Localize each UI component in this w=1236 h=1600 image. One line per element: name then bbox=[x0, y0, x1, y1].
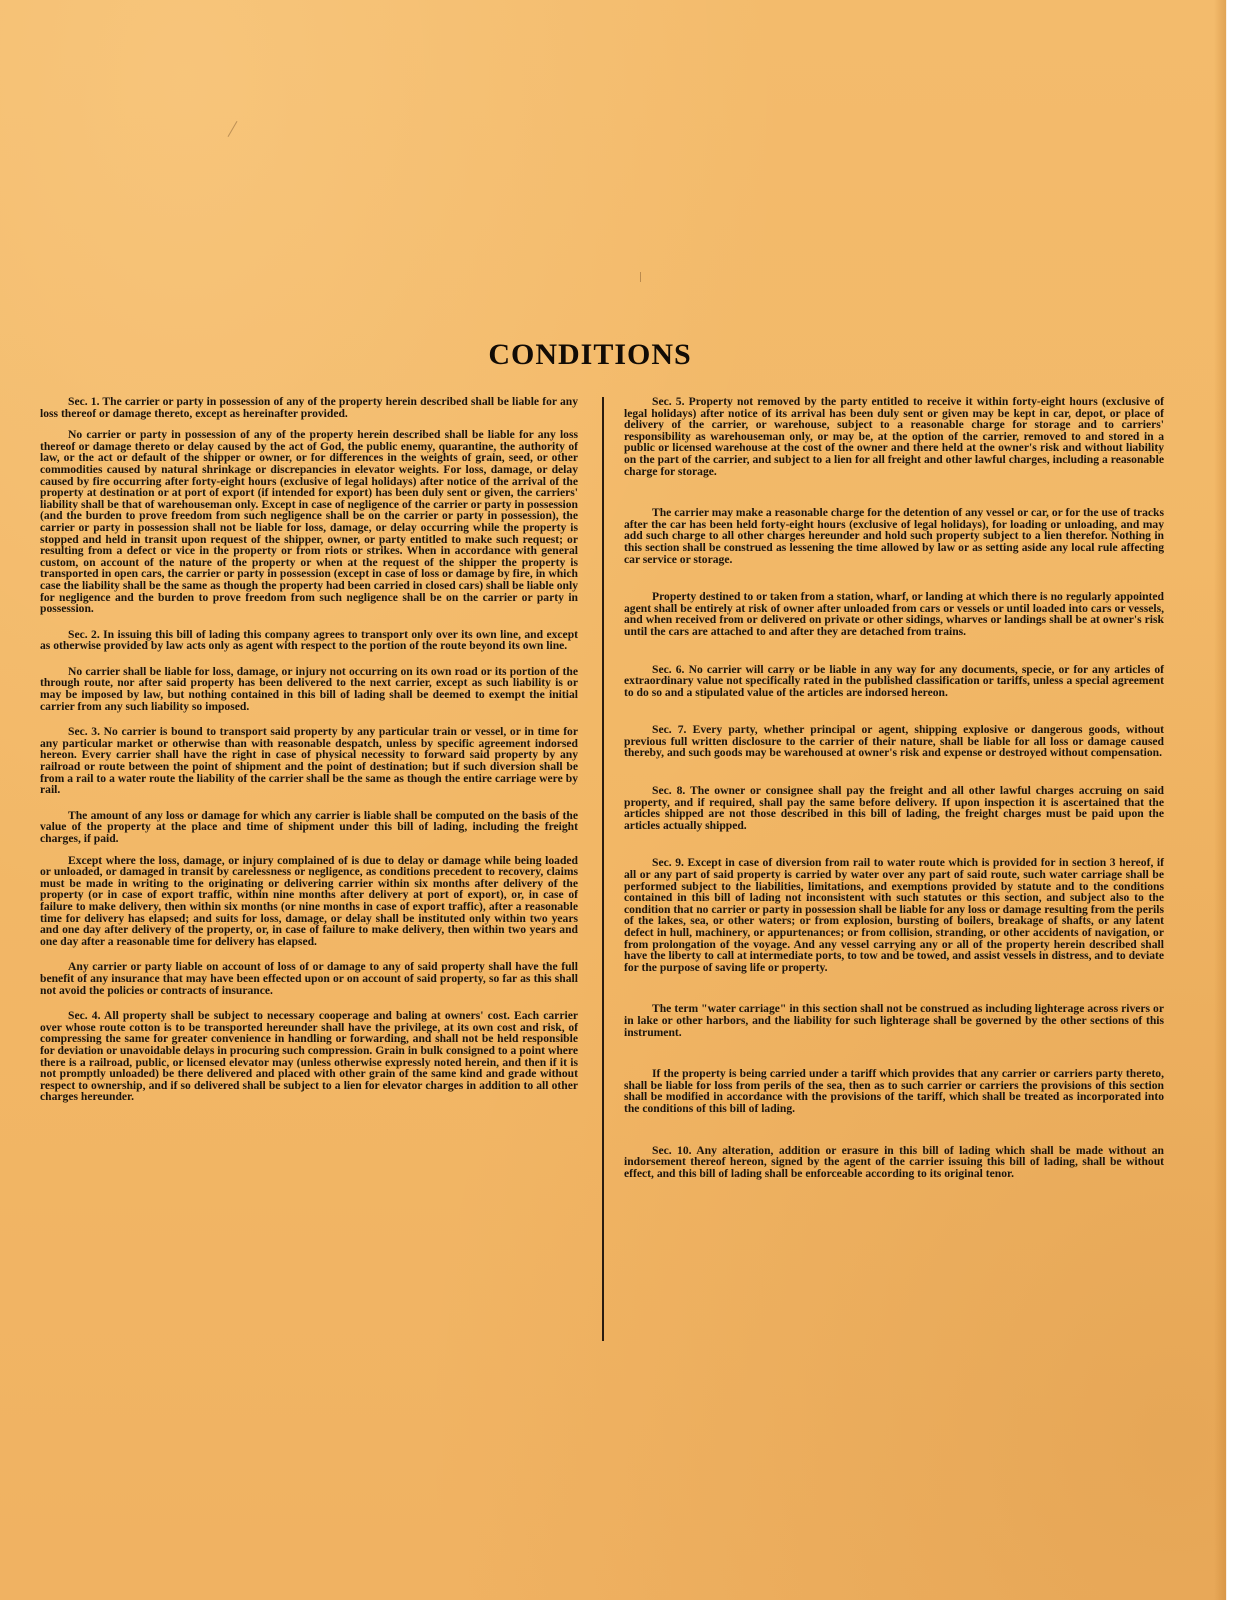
paragraph bbox=[624, 507, 1164, 565]
section-text: Any carrier or party liable on account of loss of or damage to any of said property shall have the full benefit of any insurance that may have been effected upon or on account of said property, so far as this shall not avoid the policies or contracts of insurance. bbox=[40, 960, 578, 997]
section-label: Sec. 1. bbox=[68, 395, 100, 408]
paper-crease bbox=[640, 272, 641, 282]
left-column bbox=[40, 396, 578, 1103]
section-text: Except in case of diversion from rail to water route which is provided for in section 3 hereof, if all or any part of said property is carried by water over any part of said route, such water carriage shall be performed subject to the liabilities, limitations, and exemptions provided by statute and to the conditions contained in this bill of lading not inconsistent with such statutes or this section, and subject also to the condition that no carrier or party in possession shall be liable for any loss or damage resulting from the perils of the lakes, sea, or other waters; or from explosion, bursting of boilers, breakage of shafts, or any latent defect in hull, machinery, or appurtenances; or from collision, stranding, or other accidents of navigation, or from prolongation of the voyage. And any vessel carrying any or all of the property herein described shall have the liberty to call at intermediate ports, to tow and be towed, and assist vessels in distress, and to deviate for the purpose of saving life or property. bbox=[624, 856, 1164, 974]
section-label: Sec. 4. bbox=[68, 1009, 101, 1023]
section-text: The carrier or party in possession of any of the property herein described shall be liable for any loss thereof or damage thereto, except as hereinafter provided. bbox=[40, 395, 578, 420]
paragraph bbox=[40, 961, 578, 996]
paragraph bbox=[40, 855, 578, 948]
document-title: CONDITIONS bbox=[488, 338, 692, 371]
right-column bbox=[624, 396, 1164, 1179]
section-5 bbox=[624, 396, 1164, 477]
section-text: The term "water carriage" in this section shall not be construed as including lighterage across rivers or in lake or other harbors, and the liability for such lighterage shall be governed by the other sections of this instrument. bbox=[624, 1002, 1164, 1039]
section-6 bbox=[624, 664, 1164, 699]
section-text: If the property is being carried under a tariff which provides that any carrier or carriers party thereto, shall be liable for loss from perils of the sea, then as to such carrier or carriers the provisions of this section shall be modified in accordance with the provisions of the tariff, which shall be treated as incorporated into the conditions of this bill of lading. bbox=[624, 1067, 1164, 1115]
section-10 bbox=[624, 1145, 1164, 1180]
section-8 bbox=[624, 785, 1164, 831]
section-9 bbox=[624, 857, 1164, 973]
section-text: No carrier shall be liable for loss, damage, or injury not occurring on its own road or its portion of the through route, nor after said property has been delivered to the next carrier, except as such liability is or may be imposed by law, but nothing contained in this bill of lading shall be deemed to exempt the initial carrier from any such liability so imposed. bbox=[40, 664, 578, 713]
section-label: Sec. 7. bbox=[652, 723, 687, 737]
section-text: In issuing this bill of lading this company agrees to transport only over its own line, and except as otherwise provided by law acts only as agent with respect to the portion of the route beyond its own line. bbox=[40, 627, 579, 653]
section-text: Every party, whether principal or agent, shipping explosive or dangerous goods, without previous full written disclosure to the carrier of their nature, shall be liable for all loss or damage caused thereby, and such goods may be warehoused at owner's risk and expense or destroyed without compensation. bbox=[624, 723, 1165, 760]
section-label: Sec. 2. bbox=[68, 627, 100, 641]
section-text: Any alteration, addition or erasure in this bill of lading which shall be made without an indorsement thereof hereon, signed by the agent of the carrier issuing this bill of lading, shall be without effect, and this bill of lading shall be enforceable according to its original tenor. bbox=[624, 1143, 1165, 1180]
section-7 bbox=[624, 724, 1164, 759]
section-text: The carrier may make a reasonable charge for the detention of any vessel or car, or for the use of tracks after the car has been held forty-eight hours (exclusive of legal holidays), for loading or unloading, and may add such charge to all other charges hereunder and hold such property subject to a lien therefor. Nothing in this section shall be construed as lessening the time allowed by law or as setting aside any local rule affecting car service or storage. bbox=[624, 506, 1164, 566]
section-text: All property shall be subject to necessary cooperage and baling at owners' cost. Each carrier over whose route cotton is to be transported hereunder shall have the privilege, at its own cost and risk, of compressing the same for greater convenience in handling or forwarding, and shall not be held responsible for deviation or unavoidable delays in procuring such compression. Grain in bulk consigned to a point where there is a railroad, public, or licensed elevator may (unless otherwise expressly noted herein, and then if it is not promptly unloaded) be there delivered and placed with other grain of the same kind and grade without respect to ownership, and if so delivered shall be subject to a lien for elevator charges in addition to all other charges hereunder. bbox=[40, 1009, 578, 1104]
paragraph bbox=[624, 1003, 1164, 1038]
section-label: Sec. 10. bbox=[652, 1143, 692, 1157]
section-text: The owner or consignee shall pay the freight and all other lawful charges accruing on said property, and if required, shall pay the same before delivery. If upon inspection it is ascertained that the articles shipped are not those described in this bill of lading, the freight charges must be paid upon the articles actually shipped. bbox=[624, 784, 1164, 832]
paragraph bbox=[624, 591, 1164, 637]
paragraph bbox=[40, 429, 578, 615]
section-label: Sec. 5. bbox=[652, 395, 685, 408]
section-label: Sec. 3. bbox=[68, 725, 100, 739]
paper-crease bbox=[228, 121, 238, 137]
section-1 bbox=[40, 396, 578, 419]
paragraph bbox=[40, 810, 578, 845]
section-text: No carrier will carry or be liable in any way for any documents, specie, or for any articles of extraordinary value not specifically rated in the published classification or tariffs, unless a special agreement to do so and a stipulated value of the articles are indorsed hereon. bbox=[624, 662, 1165, 699]
section-label: Sec. 6. bbox=[652, 662, 685, 676]
paragraph bbox=[40, 666, 578, 712]
section-text: No carrier is bound to transport said property by any particular train or vessel, or in time for any particular market or otherwise than with reasonable despatch, unless by specific agreement indorsed hereon. Every carrier shall have the right in case of physical necessity to forward said property by any railroad or route between the point of shipment and the point of destination; but if such diversion shall be from a rail to a water route the liability of the carrier shall be the same as though the entire carriage were by rail. bbox=[40, 725, 578, 797]
paragraph bbox=[624, 1068, 1164, 1114]
section-text: Except where the loss, damage, or injury complained of is due to delay or damage while being loaded or unloaded, or damaged in transit by carelessness or negligence, as conditions precedent to recovery, claims must be made in writing to the originating or delivering carrier within six months after delivery of the property (or in case of export traffic, within nine months after delivery at port of export), or, in case of failure to make delivery, then within six months (or nine months in case of export traffic), after a reasonable time for delivery has elapsed; and suits for loss, damage, or delay shall be instituted only within two years and one day after delivery of the property, or, in case of failure to make delivery, then within two years and one day after a reasonable time for delivery has elapsed. bbox=[40, 853, 578, 948]
section-text: Property not removed by the party entitled to receive it within forty-eight hours (exclusive of legal holidays) after notice of its arrival has been duly sent or given may be kept in car, depot, or place of delivery of the carrier, or warehouse, subject to a reasonable charge for storage and to carriers' responsibility as warehouseman only, or may be, at the option of the carrier, removed to and stored in a public or licensed warehouse at the cost of the owner and there held at the owner's risk and without liability on the part of the carrier, and subject to a lien for all freight and other lawful charges, including a reasonable charge for storage. bbox=[624, 395, 1164, 478]
section-label: Sec. 8. bbox=[652, 784, 686, 798]
section-text: No carrier or party in possession of any of the property herein described shall be liable for any loss thereof or damage thereto or delay caused by the act of God, the public enemy, quarantine, the authority of law, or the act or default of the shipper or owner, or for differences in the weights of grain, seed, or other commodities caused by natural shrinkage or discrepancies in elevator weights. For loss, damage, or delay caused by fire occurring after forty-eight hours (exclusive of legal holidays) after notice of the arrival of the property at destination or at port of export (if intended for export) has been duly sent or given, the carriers' liability shall be that of warehouseman only. Except in case of negligence of the carrier or party in possession (and the burden to prove freedom from such negligence shall be on the carrier or party in possession), the carrier or party in possession shall not be liable for loss, damage, or delay occurring while the property is stopped and held in transit upon request of the shipper, owner, or party entitled to make such request; or resulting from a defect or vice in the property or from riots or strikes. When in accordance with general custom, on account of the nature of the property or when at the request of the shipper the property is transported in open cars, the carrier or party in possession (except in case of loss or damage by fire, in which case the liability shall be the same as though the property had been carried in closed cars) shall be liable only for negligence and the burden to prove freedom from such negligence shall be on the carrier or party in possession. bbox=[40, 428, 578, 616]
section-text: The amount of any loss or damage for which any carrier is liable shall be computed on the basis of the value of the property at the place and time of shipment under this bill of lading, including the freight charges, if paid. bbox=[40, 808, 578, 845]
section-2 bbox=[40, 629, 578, 652]
section-text: Property destined to or taken from a station, wharf, or landing at which there is no regularly appointed agent shall be entirely at risk of owner after unloaded from cars or vessels or until loaded into cars or vessels, and when received from or delivered on private or other sidings, wharves or landings shall be at owner's risk until the cars are attached to and after they are detached from trains. bbox=[624, 590, 1164, 638]
section-label: Sec. 9. bbox=[652, 856, 684, 870]
page-edge bbox=[1214, 0, 1236, 1600]
section-3 bbox=[40, 726, 578, 796]
section-4 bbox=[40, 1010, 578, 1103]
column-divider bbox=[602, 397, 604, 1341]
